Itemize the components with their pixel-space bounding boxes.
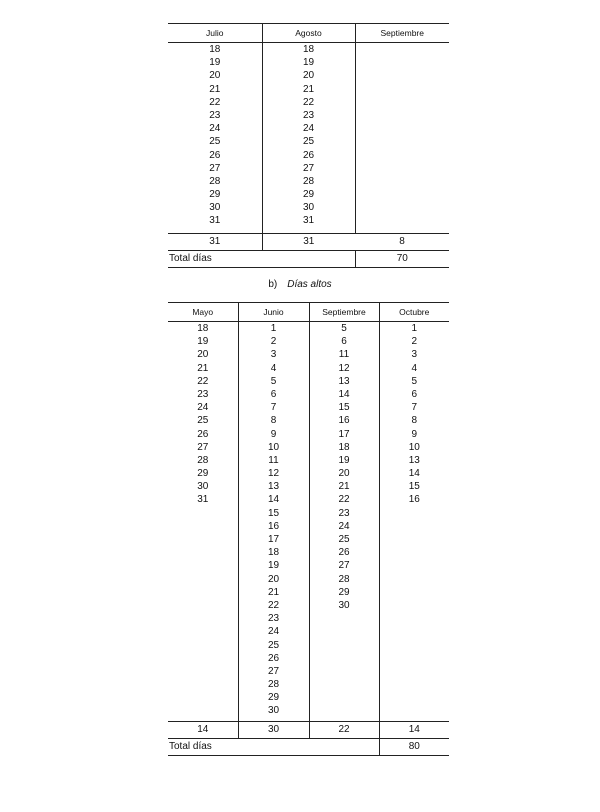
day-value: 13 (408, 454, 420, 466)
day-value: 29 (197, 468, 209, 480)
day-value: 5 (411, 375, 418, 387)
day-value: 5 (270, 375, 277, 387)
day-value: 9 (270, 428, 277, 440)
day-value: 30 (302, 202, 315, 214)
day-value: 16 (338, 415, 350, 427)
day-value: 26 (209, 149, 221, 161)
day-list (168, 43, 262, 234)
day-value: 25 (197, 415, 209, 427)
day-value: 20 (338, 468, 350, 480)
day-value: 20 (197, 349, 209, 361)
day-value: 3 (411, 349, 418, 361)
day-value: 1 (411, 323, 418, 334)
subtotal-cell: 14 (168, 722, 238, 739)
day-value: 27 (267, 665, 280, 677)
day-value: 19 (338, 454, 350, 466)
day-value: 27 (338, 560, 350, 572)
day-list (168, 322, 238, 722)
day-value: 24 (302, 123, 315, 135)
day-value: 17 (338, 428, 350, 440)
caption-label: b) (268, 279, 278, 290)
caption-title: Días altos (287, 279, 332, 290)
day-value: 24 (209, 123, 221, 135)
column-header: Septiembre (309, 303, 379, 322)
day-value: 31 (197, 494, 209, 506)
day-value: 22 (197, 375, 209, 387)
day-value: 28 (209, 175, 221, 187)
day-value: 24 (338, 520, 350, 532)
day-value: 12 (267, 468, 280, 480)
day-value: 9 (411, 428, 418, 440)
day-value: 14 (267, 494, 280, 506)
subtotal-cell: 22 (309, 722, 379, 739)
column-header: Octubre (379, 303, 449, 322)
day-value: 10 (408, 441, 420, 453)
day-value: 22 (209, 96, 221, 108)
day-value: 22 (302, 96, 315, 108)
day-value: 31 (209, 215, 221, 227)
section-caption (0, 278, 600, 292)
day-value: 25 (209, 136, 221, 148)
subtotal-cell: 14 (379, 722, 449, 739)
day-value: 23 (338, 507, 350, 519)
day-value: 14 (408, 468, 420, 480)
day-list (379, 322, 449, 722)
column-header: Junio (238, 303, 309, 322)
day-value: 23 (197, 388, 209, 400)
day-value: 19 (302, 57, 315, 69)
day-value: 23 (302, 109, 315, 121)
day-list (262, 43, 355, 234)
day-value: 28 (267, 679, 280, 691)
day-value: 15 (408, 481, 420, 493)
column-header: Septiembre (355, 24, 449, 43)
day-value: 24 (197, 402, 209, 414)
day-value: 25 (302, 136, 315, 148)
day-value: 15 (338, 402, 350, 414)
column-header: Julio (168, 24, 262, 43)
day-value: 11 (338, 349, 350, 361)
table-a (168, 23, 449, 268)
total-value: 80 (379, 739, 449, 756)
day-value: 26 (267, 652, 280, 664)
day-value: 24 (267, 626, 280, 638)
day-value: 30 (338, 599, 350, 611)
day-value: 21 (338, 481, 350, 493)
day-value: 6 (270, 388, 277, 400)
column-header: Mayo (168, 303, 238, 322)
day-value: 29 (338, 586, 350, 598)
day-value: 11 (268, 454, 279, 466)
day-list (238, 322, 309, 722)
day-value: 18 (197, 323, 209, 334)
column-header: Agosto (262, 24, 355, 43)
day-value: 29 (267, 692, 280, 704)
day-value: 25 (338, 534, 350, 545)
day-value: 5 (341, 323, 347, 334)
day-value: 31 (302, 215, 315, 227)
day-list (309, 322, 379, 722)
day-value: 21 (209, 83, 221, 95)
day-value: 8 (411, 415, 418, 427)
day-value: 6 (341, 336, 347, 348)
day-value: 20 (209, 70, 221, 82)
day-value: 16 (267, 520, 280, 532)
day-value: 15 (267, 507, 280, 519)
day-value: 19 (197, 336, 209, 348)
day-value: 6 (411, 388, 418, 400)
day-value: 26 (197, 428, 209, 440)
day-value: 8 (270, 415, 277, 427)
day-value: 14 (338, 388, 350, 400)
day-value: 19 (209, 57, 221, 69)
day-value: 2 (270, 336, 277, 348)
day-value: 18 (338, 441, 350, 453)
day-value: 30 (197, 481, 209, 493)
total-label: Total días (168, 251, 355, 268)
total-value: 70 (355, 251, 449, 268)
day-value: 3 (270, 349, 277, 361)
day-value: 21 (267, 586, 280, 598)
day-value: 23 (209, 109, 221, 121)
day-value: 25 (267, 639, 280, 651)
day-value: 18 (209, 44, 221, 55)
day-value: 23 (267, 613, 280, 625)
day-value: 20 (302, 70, 315, 82)
day-value: 19 (267, 560, 280, 572)
subtotal-cell: 8 (355, 234, 449, 251)
day-value: 13 (338, 375, 350, 387)
day-value: 4 (270, 362, 277, 374)
day-value: 4 (411, 362, 418, 374)
day-list (355, 43, 449, 234)
subtotal-cell: 30 (238, 722, 309, 739)
day-value: 29 (302, 189, 315, 201)
day-value: 21 (197, 362, 209, 374)
day-value: 10 (267, 441, 280, 453)
day-value: 22 (338, 494, 350, 506)
day-value: 7 (270, 402, 277, 414)
day-value: 22 (267, 599, 280, 611)
day-value: 26 (338, 547, 350, 559)
day-value: 21 (302, 83, 315, 95)
day-value: 29 (209, 189, 221, 201)
day-value: 28 (302, 175, 315, 187)
table-b (168, 302, 449, 756)
day-value: 2 (411, 336, 418, 348)
day-value: 26 (302, 149, 315, 161)
day-value: 18 (302, 44, 315, 55)
day-value: 28 (197, 454, 209, 466)
day-value: 12 (338, 362, 350, 374)
day-value: 7 (411, 402, 418, 414)
day-value: 16 (408, 494, 420, 506)
total-label: Total días (168, 739, 379, 756)
day-value: 27 (197, 441, 209, 453)
day-value: 27 (302, 162, 315, 174)
day-value: 13 (267, 481, 280, 493)
day-value: 28 (338, 573, 350, 585)
subtotal-cell: 31 (168, 234, 262, 251)
day-value: 18 (267, 547, 280, 559)
day-value: 30 (209, 202, 221, 214)
subtotal-cell: 31 (262, 234, 355, 251)
day-value: 1 (270, 323, 277, 334)
day-value: 17 (267, 534, 280, 545)
day-value: 30 (267, 705, 280, 717)
day-value: 20 (267, 573, 280, 585)
day-value: 27 (209, 162, 221, 174)
